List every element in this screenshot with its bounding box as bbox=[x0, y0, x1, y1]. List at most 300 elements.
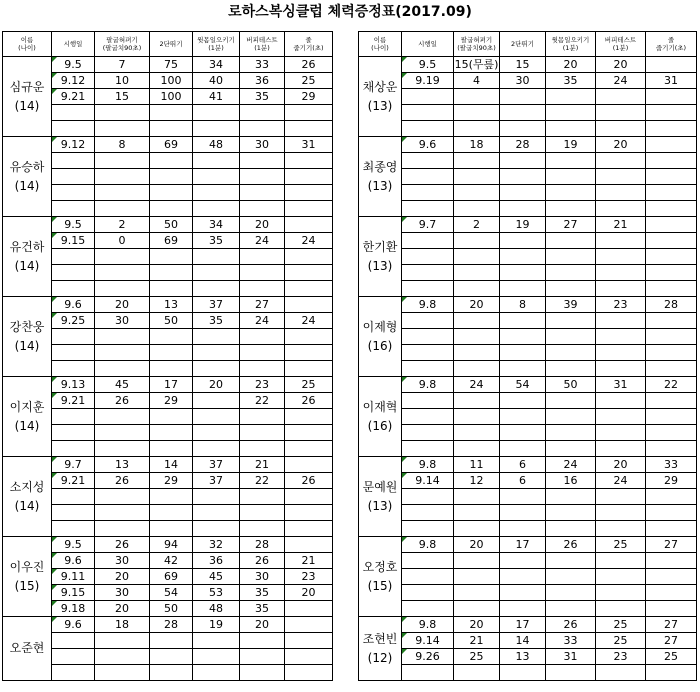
cell-pushup[interactable]: 20 bbox=[454, 537, 500, 553]
cell-rope[interactable]: 28 bbox=[646, 297, 697, 313]
cell-situp[interactable] bbox=[546, 313, 596, 329]
cell-pushup[interactable]: 20 bbox=[454, 617, 500, 633]
header-date[interactable] bbox=[402, 32, 454, 57]
cell-rope[interactable] bbox=[285, 633, 333, 649]
cell-jump[interactable] bbox=[500, 329, 546, 345]
cell-date[interactable] bbox=[52, 249, 95, 265]
cell-burpee[interactable] bbox=[240, 425, 285, 441]
cell-rope[interactable]: 27 bbox=[646, 537, 697, 553]
cell-burpee[interactable] bbox=[596, 569, 646, 585]
cell-date[interactable]: 9.8 bbox=[402, 297, 454, 313]
cell-pushup[interactable] bbox=[95, 265, 150, 281]
cell-rope[interactable] bbox=[646, 361, 697, 377]
cell-jump[interactable] bbox=[150, 249, 193, 265]
cell-date[interactable]: 9.5 bbox=[402, 57, 454, 73]
cell-situp[interactable]: 35 bbox=[193, 313, 240, 329]
cell-pushup[interactable] bbox=[454, 361, 500, 377]
cell-rope[interactable] bbox=[646, 505, 697, 521]
cell-rope[interactable] bbox=[285, 617, 333, 633]
cell-rope[interactable] bbox=[646, 137, 697, 153]
cell-pushup[interactable] bbox=[454, 393, 500, 409]
cell-rope[interactable] bbox=[285, 489, 333, 505]
cell-rope[interactable]: 24 bbox=[285, 313, 333, 329]
cell-date[interactable] bbox=[52, 441, 95, 457]
cell-burpee[interactable]: 24 bbox=[596, 73, 646, 89]
cell-rope[interactable] bbox=[285, 521, 333, 537]
cell-burpee[interactable] bbox=[596, 425, 646, 441]
cell-situp[interactable] bbox=[546, 169, 596, 185]
cell-situp[interactable]: 48 bbox=[193, 601, 240, 617]
cell-situp[interactable]: 37 bbox=[193, 457, 240, 473]
header-rope[interactable] bbox=[285, 32, 333, 57]
cell-situp[interactable] bbox=[546, 121, 596, 137]
cell-situp[interactable]: 26 bbox=[546, 537, 596, 553]
cell-rope[interactable] bbox=[285, 665, 333, 681]
cell-rope[interactable] bbox=[285, 217, 333, 233]
cell-jump[interactable] bbox=[500, 425, 546, 441]
cell-situp[interactable]: 35 bbox=[193, 233, 240, 249]
cell-jump[interactable] bbox=[150, 425, 193, 441]
cell-date[interactable] bbox=[52, 345, 95, 361]
member-name-cell[interactable] bbox=[359, 137, 402, 217]
cell-burpee[interactable] bbox=[596, 169, 646, 185]
cell-jump[interactable] bbox=[150, 185, 193, 201]
cell-pushup[interactable]: 18 bbox=[95, 617, 150, 633]
cell-rope[interactable]: 22 bbox=[646, 377, 697, 393]
cell-rope[interactable] bbox=[285, 649, 333, 665]
cell-jump[interactable] bbox=[150, 633, 193, 649]
cell-burpee[interactable]: 20 bbox=[596, 457, 646, 473]
cell-burpee[interactable] bbox=[596, 361, 646, 377]
cell-date[interactable]: 9.14 bbox=[402, 633, 454, 649]
cell-pushup[interactable]: 30 bbox=[95, 553, 150, 569]
cell-rope[interactable]: 31 bbox=[646, 73, 697, 89]
cell-date[interactable] bbox=[52, 633, 95, 649]
cell-pushup[interactable] bbox=[95, 505, 150, 521]
cell-jump[interactable] bbox=[150, 105, 193, 121]
cell-burpee[interactable]: 27 bbox=[240, 297, 285, 313]
cell-date[interactable] bbox=[402, 121, 454, 137]
cell-burpee[interactable]: 24 bbox=[596, 473, 646, 489]
cell-date[interactable]: 9.12 bbox=[52, 137, 95, 153]
cell-pushup[interactable] bbox=[454, 281, 500, 297]
cell-date[interactable] bbox=[402, 409, 454, 425]
cell-date[interactable]: 9.5 bbox=[52, 57, 95, 73]
header-name[interactable] bbox=[3, 32, 52, 57]
cell-date[interactable] bbox=[52, 505, 95, 521]
cell-date[interactable] bbox=[402, 249, 454, 265]
cell-situp[interactable] bbox=[546, 153, 596, 169]
cell-burpee[interactable] bbox=[596, 313, 646, 329]
cell-jump[interactable] bbox=[500, 265, 546, 281]
cell-pushup[interactable]: 18 bbox=[454, 137, 500, 153]
cell-jump[interactable]: 17 bbox=[500, 617, 546, 633]
cell-situp[interactable] bbox=[193, 441, 240, 457]
member-name-cell[interactable] bbox=[359, 377, 402, 457]
cell-situp[interactable]: 37 bbox=[193, 297, 240, 313]
cell-jump[interactable]: 28 bbox=[150, 617, 193, 633]
cell-rope[interactable]: 24 bbox=[285, 233, 333, 249]
cell-pushup[interactable] bbox=[454, 585, 500, 601]
cell-jump[interactable] bbox=[500, 393, 546, 409]
cell-rope[interactable] bbox=[285, 249, 333, 265]
member-name-cell[interactable] bbox=[359, 57, 402, 137]
cell-rope[interactable]: 31 bbox=[285, 137, 333, 153]
cell-date[interactable]: 9.5 bbox=[52, 217, 95, 233]
cell-situp[interactable] bbox=[193, 409, 240, 425]
cell-rope[interactable] bbox=[285, 265, 333, 281]
cell-date[interactable] bbox=[402, 489, 454, 505]
cell-jump[interactable] bbox=[500, 233, 546, 249]
cell-burpee[interactable] bbox=[240, 489, 285, 505]
cell-pushup[interactable] bbox=[95, 441, 150, 457]
cell-burpee[interactable]: 36 bbox=[240, 73, 285, 89]
cell-burpee[interactable]: 21 bbox=[240, 457, 285, 473]
header-rope[interactable] bbox=[646, 32, 697, 57]
cell-rope[interactable] bbox=[285, 505, 333, 521]
cell-jump[interactable] bbox=[150, 489, 193, 505]
cell-situp[interactable] bbox=[193, 153, 240, 169]
cell-situp[interactable] bbox=[546, 409, 596, 425]
cell-burpee[interactable]: 23 bbox=[240, 377, 285, 393]
member-name-cell[interactable] bbox=[359, 537, 402, 617]
cell-date[interactable]: 9.21 bbox=[52, 89, 95, 105]
cell-jump[interactable]: 75 bbox=[150, 57, 193, 73]
cell-burpee[interactable] bbox=[596, 553, 646, 569]
cell-situp[interactable] bbox=[546, 441, 596, 457]
cell-burpee[interactable]: 23 bbox=[596, 297, 646, 313]
cell-situp[interactable] bbox=[546, 185, 596, 201]
cell-burpee[interactable] bbox=[240, 153, 285, 169]
cell-jump[interactable] bbox=[500, 153, 546, 169]
cell-date[interactable]: 9.6 bbox=[52, 617, 95, 633]
cell-pushup[interactable] bbox=[454, 89, 500, 105]
cell-situp[interactable] bbox=[193, 265, 240, 281]
cell-rope[interactable] bbox=[646, 441, 697, 457]
member-name-cell[interactable] bbox=[3, 297, 52, 377]
cell-situp[interactable] bbox=[193, 185, 240, 201]
cell-date[interactable]: 9.8 bbox=[402, 457, 454, 473]
cell-date[interactable] bbox=[402, 153, 454, 169]
cell-date[interactable] bbox=[402, 585, 454, 601]
cell-situp[interactable] bbox=[193, 329, 240, 345]
header-name[interactable] bbox=[359, 32, 402, 57]
cell-pushup[interactable] bbox=[454, 489, 500, 505]
header-burpee[interactable] bbox=[596, 32, 646, 57]
cell-jump[interactable]: 54 bbox=[150, 585, 193, 601]
cell-burpee[interactable] bbox=[240, 361, 285, 377]
cell-date[interactable] bbox=[402, 425, 454, 441]
cell-rope[interactable]: 33 bbox=[646, 457, 697, 473]
cell-pushup[interactable] bbox=[95, 489, 150, 505]
cell-pushup[interactable]: 7 bbox=[95, 57, 150, 73]
cell-rope[interactable] bbox=[285, 361, 333, 377]
cell-jump[interactable] bbox=[500, 441, 546, 457]
cell-jump[interactable] bbox=[500, 665, 546, 681]
cell-rope[interactable] bbox=[285, 201, 333, 217]
cell-date[interactable]: 9.26 bbox=[402, 649, 454, 665]
cell-burpee[interactable]: 35 bbox=[240, 601, 285, 617]
header-pushup[interactable] bbox=[95, 32, 150, 57]
cell-jump[interactable] bbox=[150, 361, 193, 377]
cell-burpee[interactable]: 24 bbox=[240, 313, 285, 329]
cell-pushup[interactable] bbox=[95, 153, 150, 169]
cell-rope[interactable] bbox=[646, 265, 697, 281]
cell-date[interactable] bbox=[52, 665, 95, 681]
cell-date[interactable] bbox=[402, 569, 454, 585]
cell-pushup[interactable]: 8 bbox=[95, 137, 150, 153]
cell-date[interactable] bbox=[402, 313, 454, 329]
cell-situp[interactable] bbox=[193, 393, 240, 409]
cell-burpee[interactable] bbox=[240, 345, 285, 361]
cell-date[interactable] bbox=[52, 521, 95, 537]
cell-burpee[interactable]: 35 bbox=[240, 89, 285, 105]
cell-situp[interactable]: 34 bbox=[193, 217, 240, 233]
cell-pushup[interactable]: 25 bbox=[454, 649, 500, 665]
cell-rope[interactable] bbox=[285, 409, 333, 425]
cell-burpee[interactable]: 25 bbox=[596, 617, 646, 633]
cell-date[interactable] bbox=[402, 665, 454, 681]
cell-jump[interactable]: 17 bbox=[500, 537, 546, 553]
cell-rope[interactable] bbox=[646, 553, 697, 569]
cell-pushup[interactable] bbox=[454, 249, 500, 265]
cell-date[interactable] bbox=[402, 89, 454, 105]
cell-situp[interactable] bbox=[193, 169, 240, 185]
cell-pushup[interactable]: 12 bbox=[454, 473, 500, 489]
cell-date[interactable] bbox=[52, 105, 95, 121]
cell-situp[interactable]: 35 bbox=[546, 73, 596, 89]
cell-pushup[interactable] bbox=[454, 185, 500, 201]
cell-jump[interactable]: 100 bbox=[150, 89, 193, 105]
cell-burpee[interactable] bbox=[240, 329, 285, 345]
cell-jump[interactable] bbox=[150, 665, 193, 681]
cell-situp[interactable] bbox=[193, 633, 240, 649]
cell-situp[interactable] bbox=[193, 121, 240, 137]
cell-jump[interactable] bbox=[150, 201, 193, 217]
cell-pushup[interactable] bbox=[95, 665, 150, 681]
cell-situp[interactable] bbox=[546, 521, 596, 537]
cell-rope[interactable] bbox=[646, 585, 697, 601]
cell-rope[interactable] bbox=[646, 233, 697, 249]
cell-pushup[interactable] bbox=[95, 185, 150, 201]
cell-situp[interactable] bbox=[193, 425, 240, 441]
cell-situp[interactable]: 41 bbox=[193, 89, 240, 105]
cell-jump[interactable]: 15 bbox=[500, 57, 546, 73]
cell-rope[interactable] bbox=[646, 521, 697, 537]
cell-pushup[interactable]: 20 bbox=[95, 601, 150, 617]
cell-jump[interactable] bbox=[150, 521, 193, 537]
cell-date[interactable] bbox=[52, 185, 95, 201]
cell-situp[interactable] bbox=[193, 201, 240, 217]
cell-jump[interactable] bbox=[500, 169, 546, 185]
member-name-cell[interactable] bbox=[359, 297, 402, 377]
cell-pushup[interactable] bbox=[95, 281, 150, 297]
cell-rope[interactable]: 25 bbox=[285, 73, 333, 89]
cell-rope[interactable] bbox=[646, 153, 697, 169]
cell-jump[interactable]: 6 bbox=[500, 473, 546, 489]
cell-burpee[interactable] bbox=[596, 105, 646, 121]
cell-burpee[interactable]: 35 bbox=[240, 585, 285, 601]
cell-jump[interactable]: 17 bbox=[150, 377, 193, 393]
cell-rope[interactable] bbox=[285, 601, 333, 617]
cell-rope[interactable] bbox=[646, 601, 697, 617]
cell-jump[interactable] bbox=[150, 409, 193, 425]
cell-date[interactable]: 9.21 bbox=[52, 393, 95, 409]
cell-rope[interactable]: 26 bbox=[285, 57, 333, 73]
cell-burpee[interactable]: 22 bbox=[240, 473, 285, 489]
cell-burpee[interactable] bbox=[240, 185, 285, 201]
cell-jump[interactable] bbox=[150, 649, 193, 665]
cell-pushup[interactable] bbox=[454, 521, 500, 537]
cell-situp[interactable] bbox=[546, 89, 596, 105]
cell-burpee[interactable] bbox=[596, 89, 646, 105]
cell-burpee[interactable] bbox=[596, 585, 646, 601]
cell-burpee[interactable] bbox=[596, 281, 646, 297]
cell-date[interactable] bbox=[52, 201, 95, 217]
cell-pushup[interactable]: 45 bbox=[95, 377, 150, 393]
cell-pushup[interactable] bbox=[95, 633, 150, 649]
cell-burpee[interactable]: 20 bbox=[240, 217, 285, 233]
cell-date[interactable] bbox=[402, 281, 454, 297]
cell-jump[interactable] bbox=[500, 89, 546, 105]
cell-pushup[interactable] bbox=[454, 233, 500, 249]
cell-jump[interactable] bbox=[500, 345, 546, 361]
cell-pushup[interactable] bbox=[95, 345, 150, 361]
cell-date[interactable] bbox=[52, 409, 95, 425]
cell-date[interactable]: 9.6 bbox=[52, 297, 95, 313]
cell-situp[interactable] bbox=[546, 393, 596, 409]
cell-pushup[interactable]: 2 bbox=[95, 217, 150, 233]
cell-date[interactable]: 9.6 bbox=[52, 553, 95, 569]
cell-jump[interactable] bbox=[150, 441, 193, 457]
cell-jump[interactable] bbox=[500, 585, 546, 601]
cell-burpee[interactable] bbox=[596, 201, 646, 217]
cell-situp[interactable] bbox=[193, 665, 240, 681]
cell-burpee[interactable]: 33 bbox=[240, 57, 285, 73]
cell-jump[interactable] bbox=[500, 121, 546, 137]
cell-jump[interactable]: 29 bbox=[150, 393, 193, 409]
cell-situp[interactable]: 37 bbox=[193, 473, 240, 489]
cell-situp[interactable] bbox=[546, 425, 596, 441]
cell-pushup[interactable]: 4 bbox=[454, 73, 500, 89]
cell-jump[interactable] bbox=[500, 201, 546, 217]
cell-burpee[interactable] bbox=[596, 233, 646, 249]
cell-burpee[interactable] bbox=[596, 665, 646, 681]
cell-date[interactable]: 9.6 bbox=[402, 137, 454, 153]
cell-situp[interactable] bbox=[193, 105, 240, 121]
cell-burpee[interactable] bbox=[596, 153, 646, 169]
cell-burpee[interactable]: 20 bbox=[240, 617, 285, 633]
cell-pushup[interactable] bbox=[95, 201, 150, 217]
cell-date[interactable] bbox=[52, 329, 95, 345]
cell-date[interactable]: 9.8 bbox=[402, 617, 454, 633]
cell-date[interactable] bbox=[402, 233, 454, 249]
cell-rope[interactable] bbox=[646, 425, 697, 441]
cell-burpee[interactable] bbox=[596, 345, 646, 361]
member-name-cell[interactable] bbox=[359, 457, 402, 537]
cell-date[interactable] bbox=[52, 169, 95, 185]
cell-pushup[interactable] bbox=[454, 153, 500, 169]
cell-situp[interactable]: 45 bbox=[193, 569, 240, 585]
cell-jump[interactable] bbox=[500, 105, 546, 121]
header-situp[interactable] bbox=[546, 32, 596, 57]
cell-rope[interactable] bbox=[646, 121, 697, 137]
cell-date[interactable]: 9.15 bbox=[52, 233, 95, 249]
cell-jump[interactable] bbox=[500, 569, 546, 585]
header-jump[interactable] bbox=[500, 32, 546, 57]
cell-burpee[interactable] bbox=[240, 121, 285, 137]
cell-rope[interactable] bbox=[285, 169, 333, 185]
cell-jump[interactable] bbox=[500, 249, 546, 265]
cell-pushup[interactable]: 15(무릎) bbox=[454, 57, 499, 71]
cell-jump[interactable] bbox=[500, 185, 546, 201]
cell-situp[interactable] bbox=[193, 649, 240, 665]
cell-pushup[interactable] bbox=[454, 201, 500, 217]
cell-burpee[interactable]: 21 bbox=[596, 217, 646, 233]
cell-pushup[interactable] bbox=[95, 425, 150, 441]
cell-pushup[interactable] bbox=[454, 105, 500, 121]
cell-pushup[interactable] bbox=[95, 249, 150, 265]
cell-situp[interactable] bbox=[546, 489, 596, 505]
cell-situp[interactable] bbox=[193, 521, 240, 537]
cell-burpee[interactable] bbox=[596, 329, 646, 345]
cell-date[interactable] bbox=[402, 601, 454, 617]
cell-pushup[interactable] bbox=[95, 521, 150, 537]
cell-rope[interactable]: 23 bbox=[285, 569, 333, 585]
cell-rope[interactable]: 26 bbox=[285, 473, 333, 489]
cell-rope[interactable] bbox=[646, 329, 697, 345]
cell-burpee[interactable] bbox=[240, 505, 285, 521]
cell-situp[interactable]: 19 bbox=[193, 617, 240, 633]
cell-pushup[interactable] bbox=[95, 361, 150, 377]
cell-situp[interactable]: 16 bbox=[546, 473, 596, 489]
cell-situp[interactable]: 48 bbox=[193, 137, 240, 153]
cell-rope[interactable] bbox=[285, 441, 333, 457]
cell-jump[interactable] bbox=[500, 601, 546, 617]
cell-jump[interactable]: 54 bbox=[500, 377, 546, 393]
cell-jump[interactable]: 19 bbox=[500, 217, 546, 233]
cell-date[interactable] bbox=[52, 425, 95, 441]
cell-pushup[interactable] bbox=[95, 105, 150, 121]
cell-date[interactable]: 9.8 bbox=[402, 377, 454, 393]
cell-rope[interactable] bbox=[285, 345, 333, 361]
member-name-cell[interactable] bbox=[3, 57, 52, 137]
cell-jump[interactable] bbox=[500, 361, 546, 377]
cell-pushup[interactable] bbox=[454, 505, 500, 521]
cell-burpee[interactable] bbox=[596, 393, 646, 409]
cell-rope[interactable]: 27 bbox=[646, 633, 697, 649]
cell-date[interactable] bbox=[402, 505, 454, 521]
cell-pushup[interactable] bbox=[454, 169, 500, 185]
cell-rope[interactable] bbox=[285, 121, 333, 137]
cell-situp[interactable] bbox=[546, 505, 596, 521]
cell-jump[interactable] bbox=[150, 281, 193, 297]
cell-burpee[interactable] bbox=[240, 281, 285, 297]
cell-situp[interactable]: 39 bbox=[546, 297, 596, 313]
cell-situp[interactable]: 31 bbox=[546, 649, 596, 665]
cell-date[interactable] bbox=[402, 169, 454, 185]
cell-pushup[interactable]: 2 bbox=[454, 217, 500, 233]
cell-date[interactable] bbox=[402, 553, 454, 569]
cell-pushup[interactable] bbox=[454, 121, 500, 137]
cell-jump[interactable]: 50 bbox=[150, 217, 193, 233]
cell-pushup[interactable] bbox=[95, 409, 150, 425]
cell-rope[interactable]: 21 bbox=[285, 553, 333, 569]
cell-situp[interactable] bbox=[546, 601, 596, 617]
cell-jump[interactable]: 30 bbox=[500, 73, 546, 89]
cell-rope[interactable] bbox=[646, 345, 697, 361]
cell-date[interactable] bbox=[52, 121, 95, 137]
